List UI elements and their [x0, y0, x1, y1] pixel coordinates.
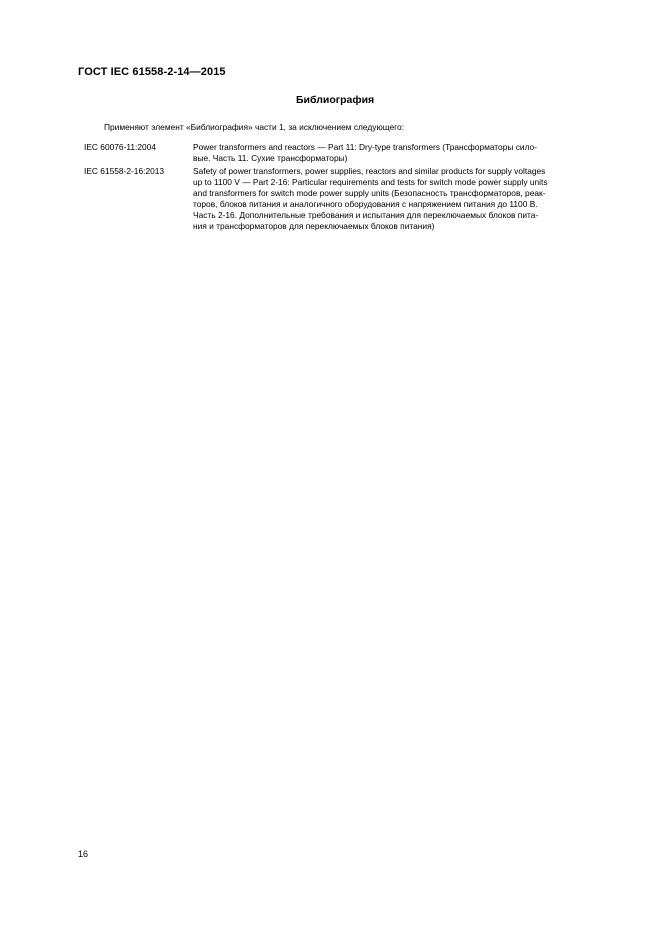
page-number: 16 [78, 849, 89, 859]
reference-line: up to 1100 V — Part 2-16: Particular requirements and tests for switch mode power supply units [193, 177, 548, 187]
reference-line: Часть 2-16. Дополнительные требования и испытания для переключаемых блоков пита- [193, 210, 539, 220]
reference-line: Power transformers and reactors — Part 11: Dry-type transformers (Трансформаторы сило- [193, 142, 538, 152]
reference-line: ния и трансформаторов для переключаемых блоков питания) [193, 221, 435, 231]
bibliography-title: Библиография [296, 94, 375, 106]
bibliography-entry [84, 166, 610, 232]
reference-line: торов, блоков питания и аналогичного оборудования с напряжением питания до 1100 В. [193, 199, 538, 209]
bibliography-intro: Применяют элемент «Библиография» части 1, за исключением следующего: [104, 122, 405, 132]
reference-code: IEC 61558-2-16:2013 [84, 166, 165, 176]
bibliography-entry [84, 142, 610, 164]
reference-text [193, 166, 610, 232]
reference-line: Safety of power transformers, power supplies, reactors and similar products for supply voltages [193, 166, 546, 176]
reference-text [193, 142, 610, 164]
reference-code: IEC 60076-11:2004 [84, 142, 157, 152]
document-header: ГОСТ IEC 61558-2-14—2015 [78, 66, 226, 78]
reference-line: вые. Часть 11. Сухие трансформаторы) [193, 153, 348, 163]
bibliography-list [84, 142, 610, 234]
reference-line: and transformers for switch mode power supply units (Безопасность трансформаторов, реак- [193, 188, 546, 198]
